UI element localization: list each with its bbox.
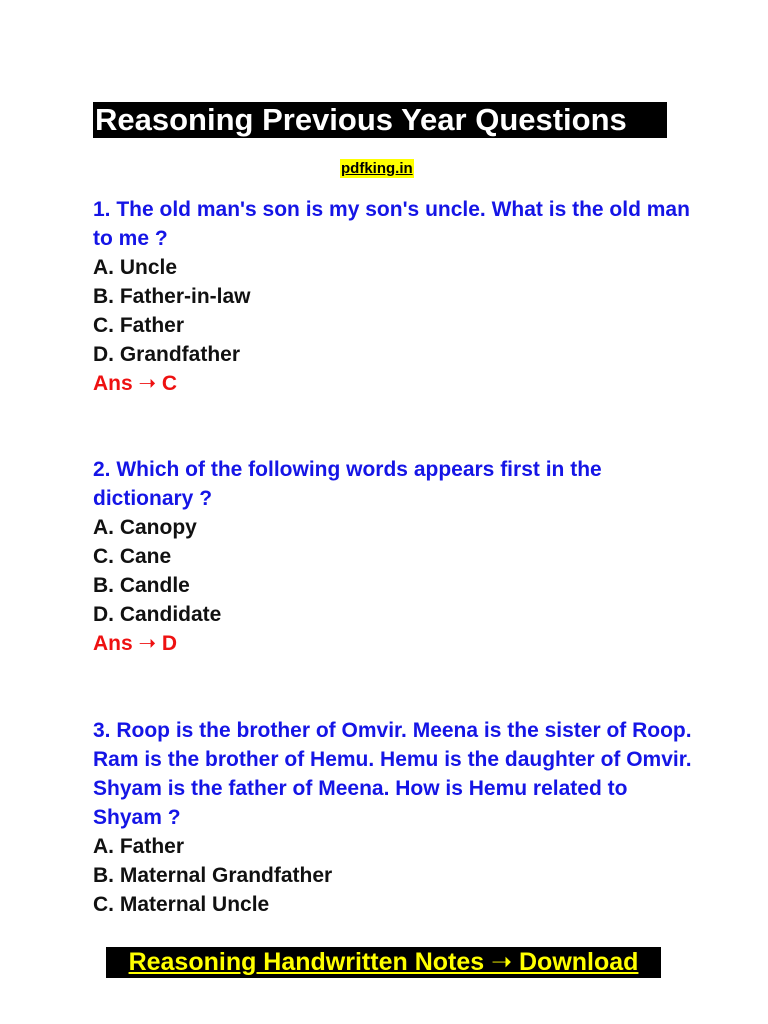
question-2 [93, 455, 693, 658]
page-title: Reasoning Previous Year Questions [93, 102, 667, 138]
question-1-option-d: D. Grandfather [93, 343, 241, 366]
question-3-option-b: B. Maternal Grandfather [93, 864, 333, 887]
question-3 [93, 716, 693, 919]
question-2-option-1: A. Canopy [93, 516, 197, 539]
question-3-option-c: C. Maternal Uncle [93, 893, 270, 916]
question-2-text: 2. Which of the following words appears first in the dictionary ? [93, 458, 602, 510]
question-2-option-4: D. Candidate [93, 603, 222, 626]
question-3-text: 3. Roop is the brother of Omvir. Meena is the sister of Roop. Ram is the brother of Hemu. Hemu is the daughter of Omvir. Shyam is the father of Meena. How is Hemu related to Shyam ? [93, 719, 692, 829]
question-1-option-a: A. Uncle [93, 256, 178, 279]
source-link[interactable]: pdfking.in [341, 160, 413, 177]
question-1 [93, 195, 693, 398]
question-2-option-2: C. Cane [93, 545, 172, 568]
question-1-option-c: C. Father [93, 314, 185, 337]
question-2-option-3: B. Candle [93, 574, 190, 597]
question-1-answer: Ans ➝ C [93, 372, 178, 395]
question-3-option-a: A. Father [93, 835, 185, 858]
download-notes-link[interactable]: Reasoning Handwritten Notes ➝ Download [106, 947, 661, 978]
question-2-answer: Ans ➝ D [93, 632, 178, 655]
question-1-option-b: B. Father-in-law [93, 285, 251, 308]
question-1-text: 1. The old man's son is my son's uncle. What is the old man to me ? [93, 198, 690, 250]
